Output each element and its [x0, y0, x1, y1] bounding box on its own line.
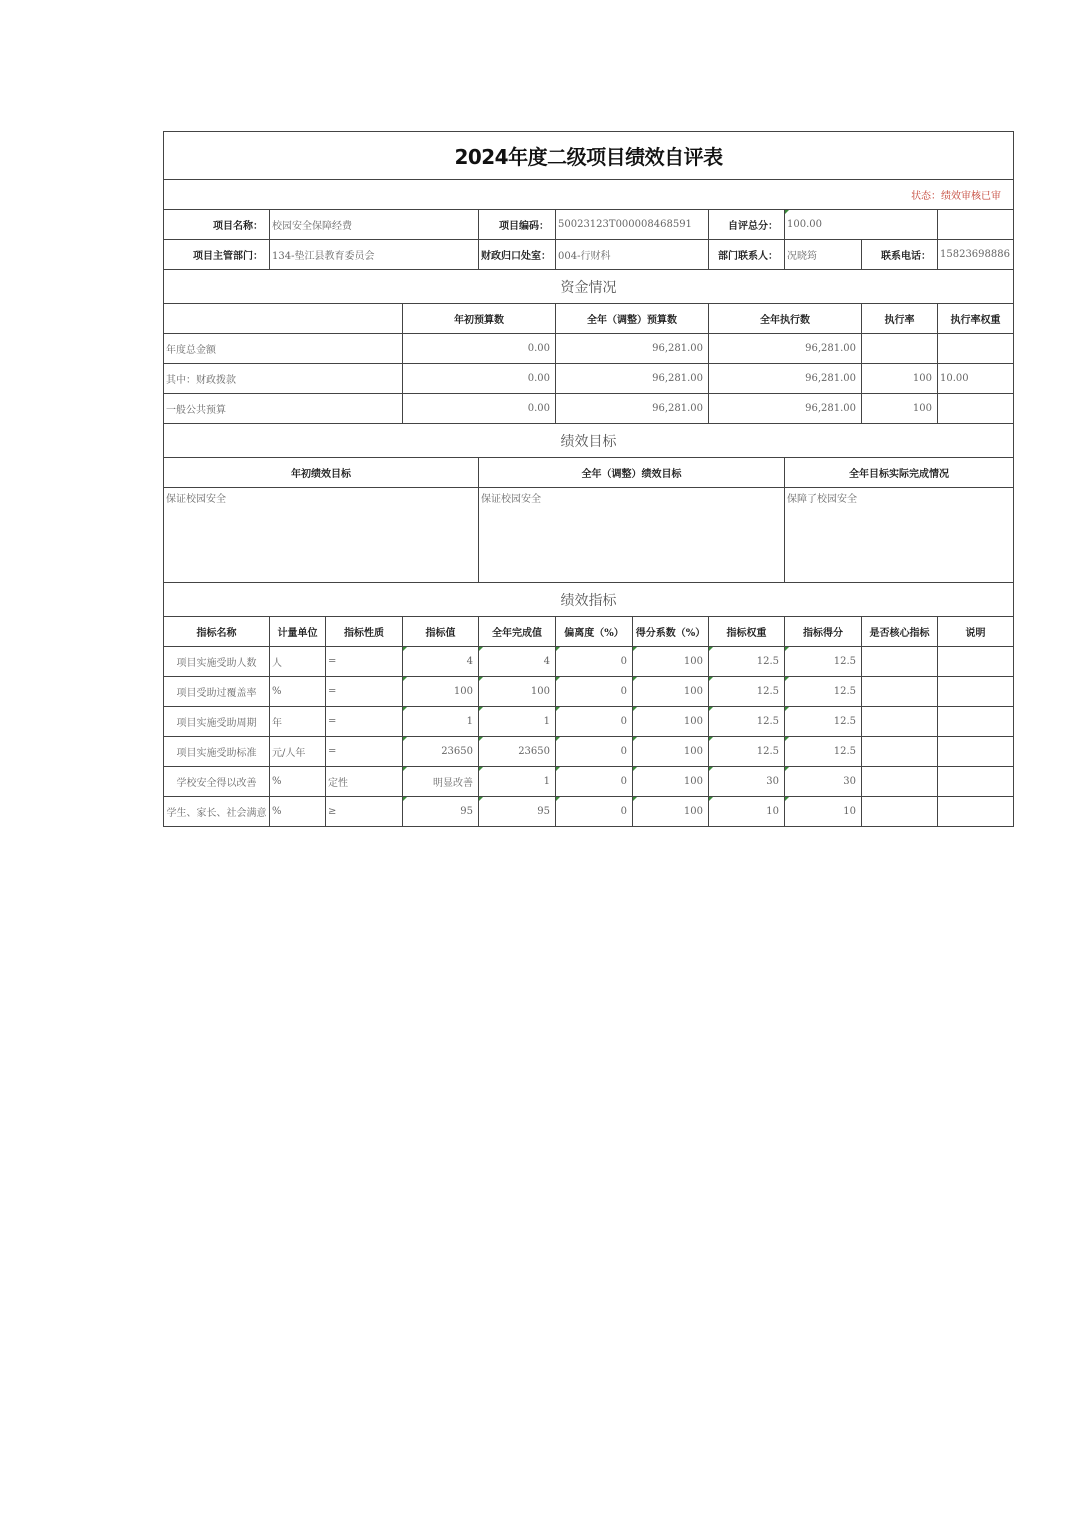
- indicator-row: [164, 677, 1014, 707]
- funds-weight: [938, 334, 1014, 364]
- indicator-coefficient: 100: [633, 707, 709, 737]
- indicator-deviation: 0: [556, 677, 633, 707]
- indicator-target: 100: [403, 677, 479, 707]
- funds-rate: [862, 334, 938, 364]
- indicator-core: [862, 647, 938, 677]
- indicator-name: 项目实施受助标准: [164, 737, 270, 767]
- funds-executed: 96,281.00: [709, 334, 862, 364]
- indicator-coefficient: 100: [633, 767, 709, 797]
- indicators-body: [164, 647, 1014, 827]
- indicator-score: 12.5: [785, 737, 862, 767]
- indicator-header: 指标得分: [785, 617, 862, 647]
- funds-section-title: 资金情况: [164, 270, 1014, 304]
- indicator-unit: %: [270, 677, 326, 707]
- indicator-deviation: 0: [556, 797, 633, 827]
- indicator-name: 项目受助过覆盖率: [164, 677, 270, 707]
- indicator-row: [164, 647, 1014, 677]
- indicator-score: 12.5: [785, 707, 862, 737]
- page-title: 2024年度二级项目绩效自评表: [164, 132, 1014, 180]
- indicator-core: [862, 677, 938, 707]
- indicator-score: 12.5: [785, 647, 862, 677]
- indicator-actual: 1: [479, 767, 556, 797]
- indicator-weight: 12.5: [709, 647, 785, 677]
- indicator-target: 95: [403, 797, 479, 827]
- indicator-coefficient: 100: [633, 647, 709, 677]
- goals-header: 年初绩效目标: [164, 458, 479, 488]
- indicator-weight: 12.5: [709, 737, 785, 767]
- indicator-header: 指标性质: [326, 617, 403, 647]
- indicator-core: [862, 707, 938, 737]
- finance-label: 财政归口处室：: [479, 240, 556, 270]
- indicator-weight: 10: [709, 797, 785, 827]
- indicator-actual: 23650: [479, 737, 556, 767]
- indicator-unit: %: [270, 797, 326, 827]
- indicator-note: [938, 737, 1014, 767]
- contact-value: 况晓筠: [785, 240, 862, 270]
- funds-initial: 0.00: [403, 334, 556, 364]
- indicator-weight: 12.5: [709, 677, 785, 707]
- indicator-target: 4: [403, 647, 479, 677]
- self-score-value: 100.00: [785, 210, 938, 240]
- indicator-header: 是否核心指标: [862, 617, 938, 647]
- indicator-score: 12.5: [785, 677, 862, 707]
- funds-rate: 100: [862, 364, 938, 394]
- indicator-note: [938, 797, 1014, 827]
- goal-text: 保证校园安全: [164, 488, 479, 583]
- funds-adjusted: 96,281.00: [556, 394, 709, 424]
- indicator-row: [164, 767, 1014, 797]
- indicator-header: 指标名称: [164, 617, 270, 647]
- indicator-nature: =: [326, 737, 403, 767]
- dept-value: 134-垫江县教育委员会: [270, 240, 479, 270]
- phone-value: 15823698886: [938, 240, 1014, 270]
- self-score-label: 自评总分：: [709, 210, 785, 240]
- indicator-target: 明显改善: [403, 767, 479, 797]
- funds-header: 执行率: [862, 304, 938, 334]
- funds-header: 执行率权重: [938, 304, 1014, 334]
- indicator-note: [938, 677, 1014, 707]
- funds-initial: 0.00: [403, 364, 556, 394]
- indicator-row: [164, 737, 1014, 767]
- funds-initial: 0.00: [403, 394, 556, 424]
- funds-header: 全年（调整）预算数: [556, 304, 709, 334]
- goals-header: 全年目标实际完成情况: [785, 458, 1014, 488]
- indicator-unit: %: [270, 767, 326, 797]
- indicator-score: 10: [785, 797, 862, 827]
- indicator-deviation: 0: [556, 647, 633, 677]
- indicator-row: [164, 797, 1014, 827]
- indicator-target: 1: [403, 707, 479, 737]
- funds-row-label: 其中：财政拨款: [164, 364, 403, 394]
- indicator-header: 偏离度（%）: [556, 617, 633, 647]
- project-code-value: 50023123T000008468591: [556, 210, 709, 240]
- indicator-header: 计量单位: [270, 617, 326, 647]
- indicator-nature: ≥: [326, 797, 403, 827]
- indicator-header: 全年完成值: [479, 617, 556, 647]
- indicator-coefficient: 100: [633, 677, 709, 707]
- indicator-weight: 12.5: [709, 707, 785, 737]
- indicator-core: [862, 737, 938, 767]
- indicator-note: [938, 767, 1014, 797]
- project-name-label: 项目名称：: [164, 210, 270, 240]
- indicator-target: 23650: [403, 737, 479, 767]
- indicator-nature: =: [326, 677, 403, 707]
- status-text: 状态：绩效审核已审: [164, 180, 1014, 210]
- project-code-label: 项目编码：: [479, 210, 556, 240]
- indicator-core: [862, 767, 938, 797]
- contact-label: 部门联系人：: [709, 240, 785, 270]
- indicator-nature: =: [326, 647, 403, 677]
- funds-executed: 96,281.00: [709, 364, 862, 394]
- indicator-deviation: 0: [556, 707, 633, 737]
- funds-row-label: 一般公共预算: [164, 394, 403, 424]
- indicator-coefficient: 100: [633, 797, 709, 827]
- funds-adjusted: 96,281.00: [556, 364, 709, 394]
- indicators-section-title: 绩效指标: [164, 583, 1014, 617]
- funds-header: 年初预算数: [403, 304, 556, 334]
- indicator-score: 30: [785, 767, 862, 797]
- indicator-deviation: 0: [556, 767, 633, 797]
- phone-label: 联系电话：: [862, 240, 938, 270]
- indicator-core: [862, 797, 938, 827]
- goals-header: 全年（调整）绩效目标: [479, 458, 785, 488]
- indicator-unit: 年: [270, 707, 326, 737]
- finance-value: 004-行财科: [556, 240, 709, 270]
- goal-text: 保障了校园安全: [785, 488, 1014, 583]
- goals-section-title: 绩效目标: [164, 424, 1014, 458]
- indicator-header: 说明: [938, 617, 1014, 647]
- indicator-weight: 30: [709, 767, 785, 797]
- funds-header: 全年执行数: [709, 304, 862, 334]
- indicator-name: 项目实施受助周期: [164, 707, 270, 737]
- indicator-deviation: 0: [556, 737, 633, 767]
- empty-cell: [938, 210, 1014, 240]
- indicator-row: [164, 707, 1014, 737]
- indicator-header: 指标权重: [709, 617, 785, 647]
- indicator-name: 学生、家长、社会满意: [164, 797, 270, 827]
- indicator-header: 指标值: [403, 617, 479, 647]
- indicator-unit: 人: [270, 647, 326, 677]
- indicator-coefficient: 100: [633, 737, 709, 767]
- funds-adjusted: 96,281.00: [556, 334, 709, 364]
- empty-cell: [164, 304, 403, 334]
- indicator-name: 学校安全得以改善: [164, 767, 270, 797]
- indicator-actual: 95: [479, 797, 556, 827]
- funds-executed: 96,281.00: [709, 394, 862, 424]
- funds-weight: 10.00: [938, 364, 1014, 394]
- indicator-actual: 100: [479, 677, 556, 707]
- indicator-actual: 4: [479, 647, 556, 677]
- indicator-note: [938, 707, 1014, 737]
- self-evaluation-table: [163, 131, 1014, 827]
- indicator-header: 得分系数（%）: [633, 617, 709, 647]
- goal-text: 保证校园安全: [479, 488, 785, 583]
- indicator-unit: 元/人年: [270, 737, 326, 767]
- funds-rate: 100: [862, 394, 938, 424]
- funds-row-label: 年度总金额: [164, 334, 403, 364]
- indicator-name: 项目实施受助人数: [164, 647, 270, 677]
- indicator-note: [938, 647, 1014, 677]
- funds-weight: [938, 394, 1014, 424]
- indicators-header-row: [164, 617, 1014, 647]
- project-name-value: 校园安全保障经费: [270, 210, 479, 240]
- indicator-nature: =: [326, 707, 403, 737]
- indicator-actual: 1: [479, 707, 556, 737]
- indicator-nature: 定性: [326, 767, 403, 797]
- dept-label: 项目主管部门：: [164, 240, 270, 270]
